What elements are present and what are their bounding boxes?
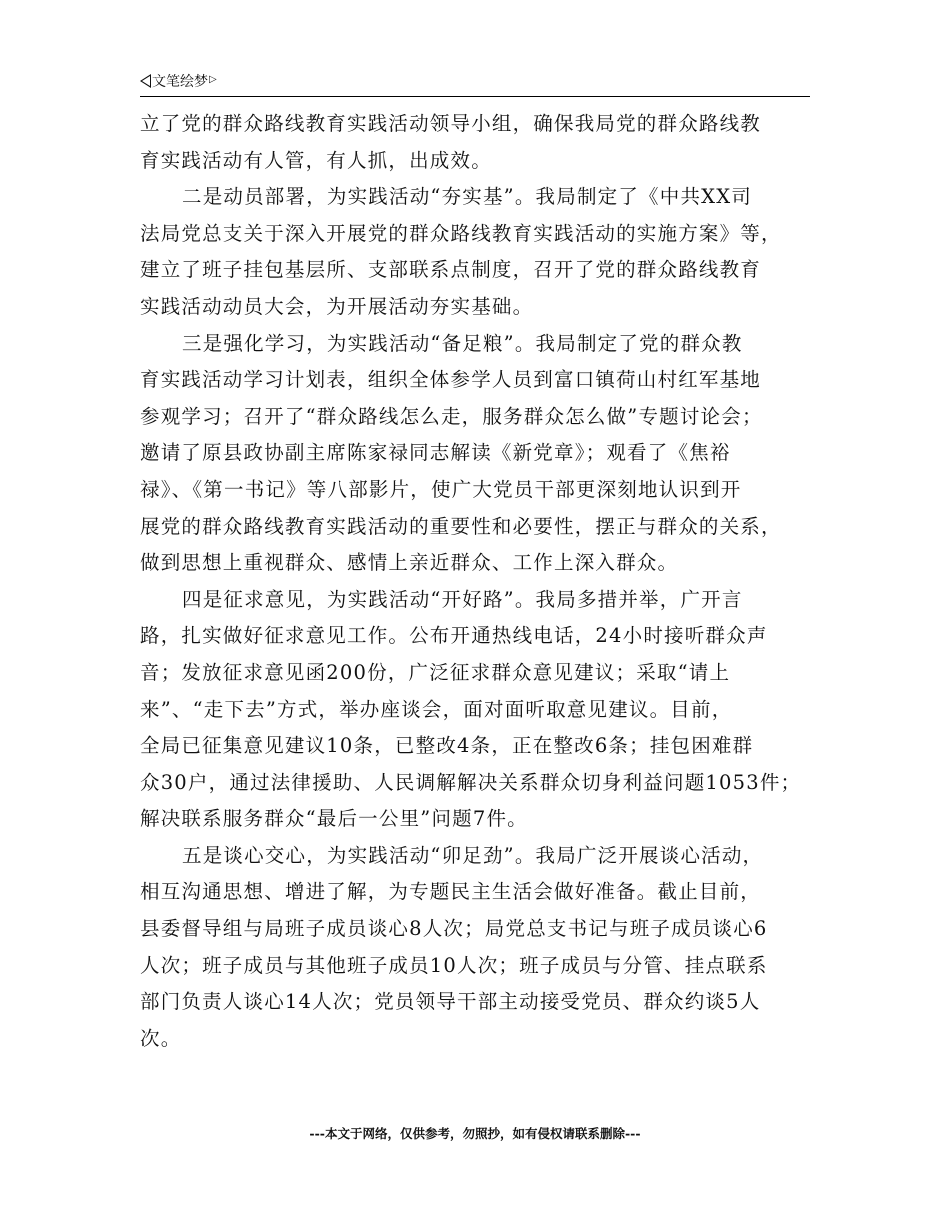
triangle-left-icon: [140, 74, 151, 88]
text-line: 众30户，通过法律援助、人民调解解决关系群众切身利益问题1053件；: [140, 770, 802, 794]
paragraph-first-line: 四是征求意见，为实践活动“开好路”。我局多措并举，广开言: [182, 587, 743, 611]
text-line: 邀请了原县政协副主席陈家禄同志解读《新党章》；观看了《焦裕: [140, 441, 731, 465]
paragraph-first-line: 五是谈心交心，为实践活动“卯足劲”。我局广泛开展谈心活动，: [182, 843, 764, 867]
brand-name: 文笔绘梦: [152, 74, 208, 90]
page-header: [140, 72, 810, 97]
text-line: 育实践活动有人管，有人抓，出成效。: [140, 148, 492, 172]
triangle-right-icon: ▷: [209, 74, 217, 85]
text-line: 建立了班子挂包基层所、支部联系点制度，召开了党的群众路线教育: [140, 258, 762, 282]
document-body: [140, 106, 812, 1057]
footer-disclaimer: ---本文于网络，仅供参考，勿照抄，如有侵权请联系删除---: [309, 1126, 641, 1141]
brand-logo: [140, 72, 217, 92]
text-line: 实践活动动员大会，为开展活动夯实基础。: [140, 294, 534, 318]
text-line: 部门负责人谈心14人次；党员领导干部主动接受党员、群众约谈5人: [140, 990, 761, 1014]
text-line: 禄》、《第一书记》等八部影片，使广大党员干部更深刻地认识到开: [140, 477, 742, 501]
text-line: 音；发放征求意见函200份，广泛征求群众意见建议；采取“请上: [140, 660, 731, 684]
text-line: 县委督导组与局班子成员谈心8人次；局党总支书记与班子成员谈心6: [140, 917, 768, 941]
paragraph-first-line: 二是动员部署，为实践活动“夯实基”。我局制定了《中共XX司: [182, 185, 753, 209]
text-line: 展党的群众路线教育实践活动的重要性和必要性，摆正与群众的关系，: [140, 514, 782, 538]
text-line: 育实践活动学习计划表，组织全体参学人员到富口镇荷山村红军基地: [140, 368, 762, 392]
text-line: 路，扎实做好征求意见工作。公布开通热线电话，24小时接听群众声: [140, 624, 768, 648]
text-line: 法局党总支关于深入开展党的群众路线教育实践活动的实施方案》等，: [140, 221, 782, 245]
text-line: 解决联系服务群众“最后一公里”问题7件。: [140, 807, 528, 831]
text-line: 做到思想上重视群众、感情上亲近群众、工作上深入群众。: [140, 551, 679, 575]
paragraph-first-line: 三是强化学习，为实践活动“备足粮”。我局制定了党的群众教: [182, 331, 743, 355]
text-line: 立了党的群众路线教育实践活动领导小组，确保我局党的群众路线教: [140, 112, 762, 135]
text-line: 参观学习；召开了“群众路线怎么走，服务群众怎么做”专题讨论会；: [140, 404, 763, 428]
text-line: 人次；班子成员与其他班子成员10人次；班子成员与分管、挂点联系: [140, 953, 768, 977]
text-line: 相互沟通思想、增进了解，为专题民主生活会做好准备。截止目前，: [140, 880, 762, 904]
text-line: 次。: [140, 1026, 182, 1050]
text-line: 来”、“走下去”方式，举办座谈会，面对面听取意见建议。目前，: [140, 697, 733, 721]
text-line: 全局已征集意见建议10条，已整改4条，正在整改6条；挂包困难群: [140, 734, 754, 758]
